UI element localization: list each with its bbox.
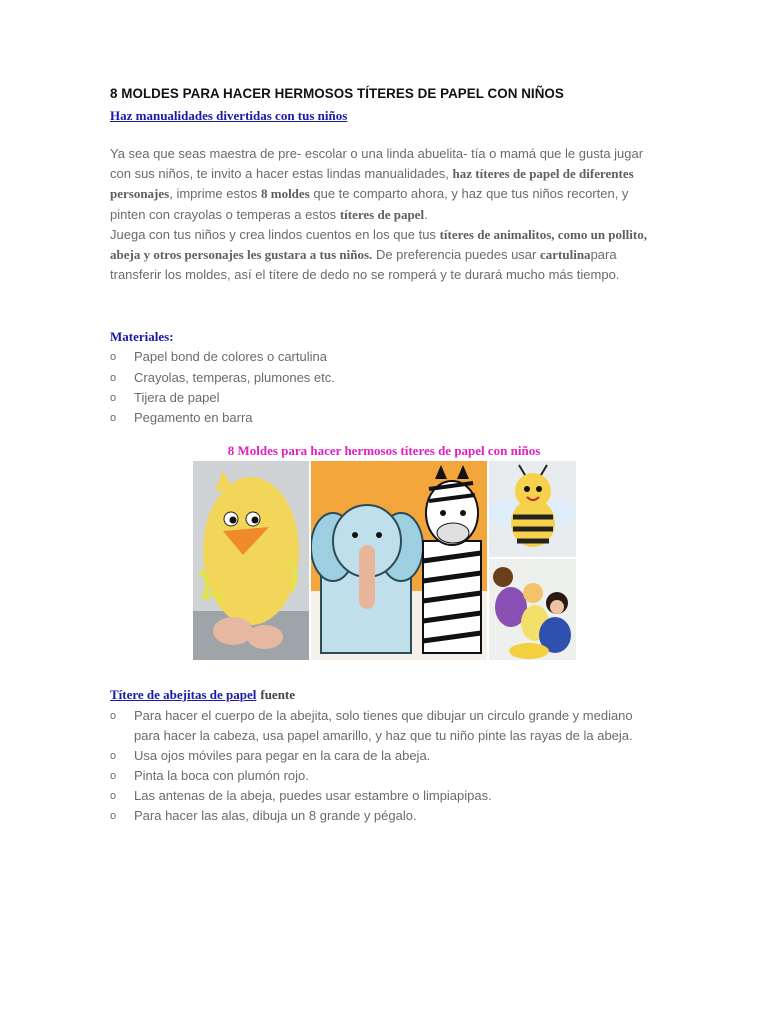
list-item: o Tijera de papel (110, 388, 655, 408)
bee-puppet-photo (489, 461, 576, 557)
bee-instructions-list (110, 706, 658, 827)
chick-puppet-photo (193, 461, 309, 660)
list-item: o Pinta la boca con plumón rojo. (110, 766, 658, 786)
puppets-photo-collage (193, 461, 576, 660)
bee-puppet-section (110, 686, 670, 827)
materials-section (110, 329, 655, 427)
list-item: o Papel bond de colores o cartulina (110, 347, 655, 367)
document-body (110, 86, 655, 428)
elephant-zebra-puppets-photo (311, 461, 487, 660)
list-item: o Crayolas, temperas, plumones etc. (110, 368, 655, 388)
list-item: o Para hacer el cuerpo de la abejita, solo tienes que dibujar un circulo grande y mediano para hacer la cabeza, usa papel amarillo, y haz que tu niño pinte las rayas de la abeja. (110, 706, 658, 746)
bee-puppet-heading-link[interactable]: Títere de abejitas de papel (110, 687, 257, 702)
list-item: o Pegamento en barra (110, 408, 655, 428)
subtitle-link[interactable]: Haz manualidades divertidas con tus niños (110, 108, 348, 123)
list-item: o Usa ojos móviles para pegar en la cara de la abeja. (110, 746, 658, 766)
image-caption: 8 Moldes para hacer hermosos títeres de papel con niños (227, 443, 541, 458)
document-title: 8 MOLDES PARA HACER HERMOSOS TÍTERES DE PAPEL CON NIÑOS (110, 86, 564, 101)
source-label: fuente (260, 687, 296, 702)
materials-heading: Materiales: (110, 329, 174, 345)
princess-puppets-photo (489, 559, 576, 660)
intro-paragraph: Ya sea que seas maestra de pre- escolar o una linda abuelita- tía o mamá que le gusta jugar con sus niños, te invito a hacer estas lindas manualidades, haz títeres de papel de diferentes personajes, imprime estos 8 moldes que te comparto ahora, y haz que tus niños recorten, y pinten con crayolas o temperas a estos títeres de papel. Juega con tus niños y crea lindos cuentos en los que tus títeres de animalitos, como un pollito, abeja y otros personajes les gustara a tus niños. De preferencia puedes usar cartulinapara transferir los moldes, así el títere de dedo no se romperá y te durará mucho más tiempo. (110, 146, 647, 283)
list-item: o Para hacer las alas, dibuja un 8 grande y pégalo. (110, 806, 658, 826)
list-item: o Las antenas de la abeja, puedes usar estambre o limpiapipas. (110, 786, 658, 806)
materials-list (110, 347, 655, 427)
